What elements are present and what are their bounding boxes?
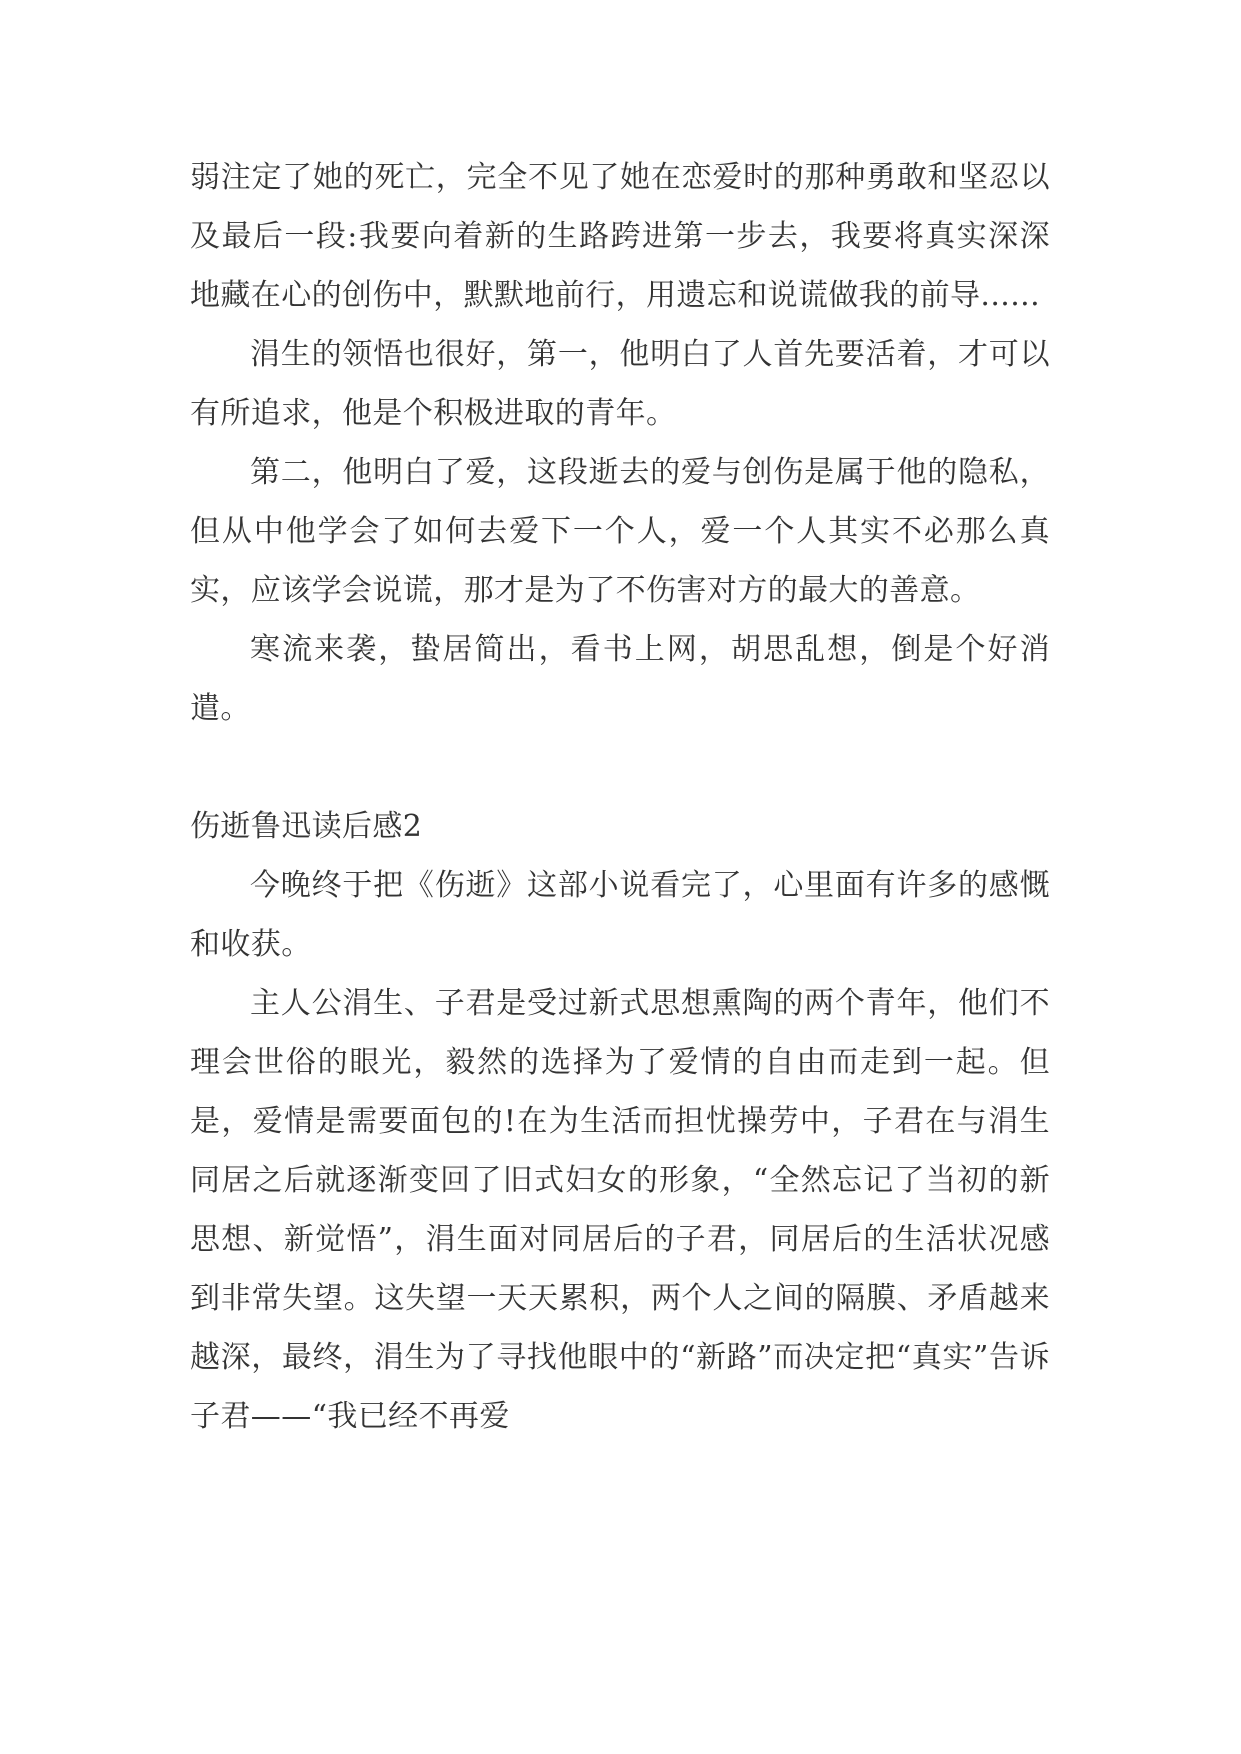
paragraph: 今晚终于把《伤逝》这部小说看完了，心里面有许多的感慨和收获。 <box>190 868 1050 962</box>
paragraph-continuation: 弱注定了她的死亡，完全不见了她在恋爱时的那种勇敢和坚忍以及最后一段:我要向着新的生路跨进第一步去，我要将真实深深地藏在心的创伤中，默默地前行，用遗忘和说谎做我的前导...... <box>190 160 1050 313</box>
paragraph: 主人公涓生、子君是受过新式思想熏陶的两个青年，他们不理会世俗的眼光，毅然的选择为了爱情的自由而走到一起。但是，爱情是需要面包的!在为生活而担忧操劳中，子君在与涓生同居之后就逐渐变回了旧式妇女的形象，“全然忘记了当初的新思想、新觉悟”，涓生面对同居后的子君，同居后的生活状况感到非常失望。这失望一天天累积，两个人之间的隔膜、矛盾越来越深，最终，涓生为了寻找他眼中的“新路”而决定把“真实”告诉子君——“我已经不再爱 <box>190 986 1050 1434</box>
document-body <box>190 148 1050 1446</box>
paragraph: 第二，他明白了爱，这段逝去的爱与创伤是属于他的隐私，但从中他学会了如何去爱下一个人，爱一个人其实不必那么真实，应该学会说谎，那才是为了不伤害对方的最大的善意。 <box>190 455 1050 608</box>
section-heading: 伤逝鲁迅读后感2 <box>190 809 423 844</box>
paragraph: 涓生的领悟也很好，第一，他明白了人首先要活着，才可以有所追求，他是个积极进取的青年。 <box>190 337 1050 431</box>
paragraph: 寒流来袭，蛰居简出，看书上网，胡思乱想，倒是个好消遣。 <box>190 632 1050 726</box>
